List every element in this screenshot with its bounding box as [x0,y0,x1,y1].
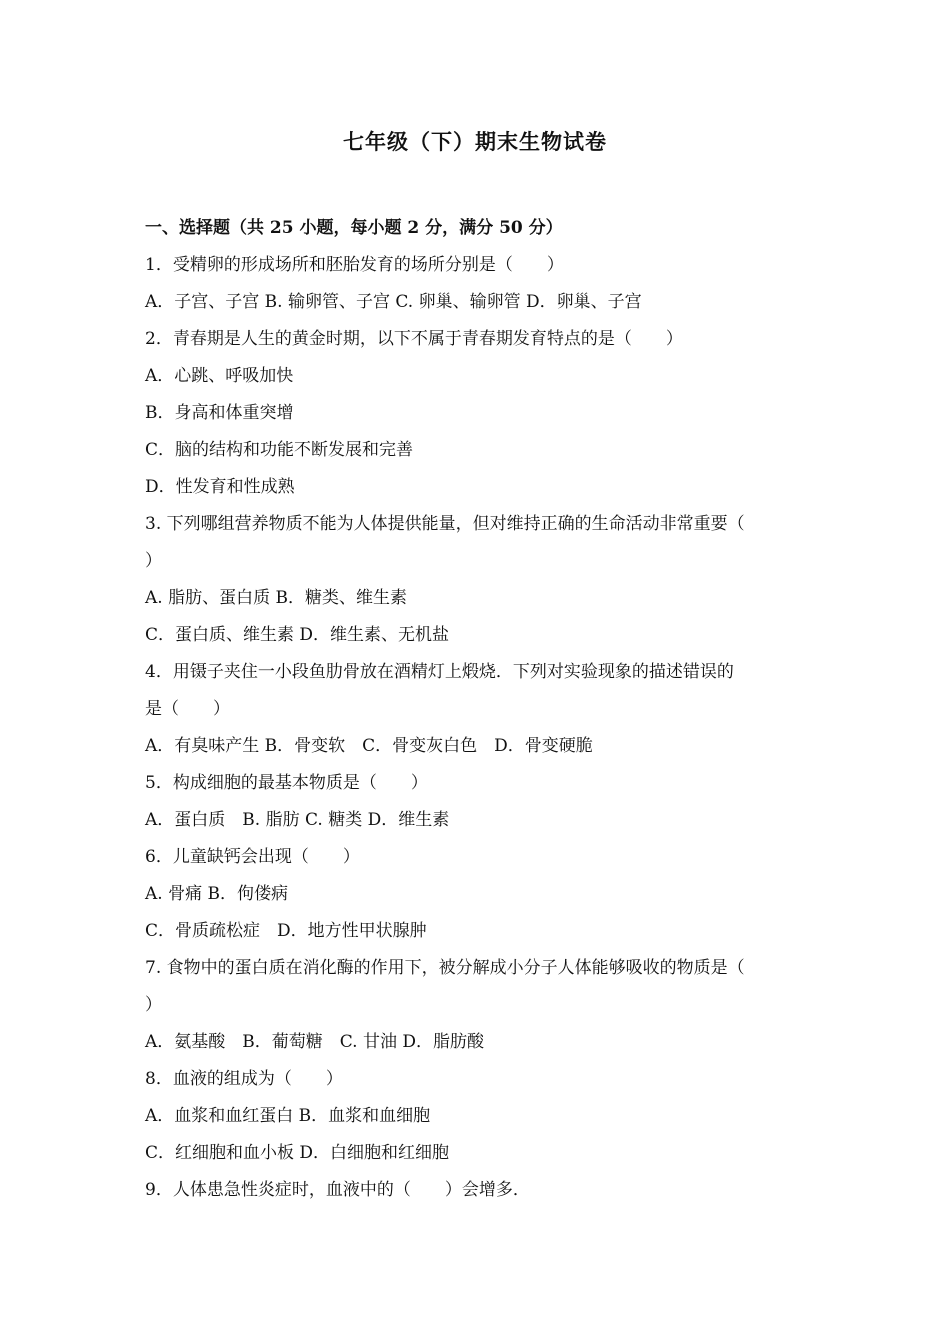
section-heading: 一、选择题（共 25 小题，每小题 2 分，满分 50 分） [145,218,563,238]
question-9: 9．人体患急性炎症时，血液中的（ ）会增多． [145,1180,530,1200]
question-8: 8．血液的组成为（ ） [145,1069,343,1089]
question-8-options-ab: A．血浆和血红蛋白 B．血浆和血细胞 [145,1106,431,1126]
question-1-options: A．子宫、子宫 B. 输卵管、子宫 C. 卵巢、输卵管 D．卵巢、子宫 [145,292,642,312]
question-5-options: A．蛋白质 B. 脂肪 C. 糖类 D．维生素 [145,810,450,830]
question-1: 1．受精卵的形成场所和胚胎发育的场所分别是（ ） [145,255,564,275]
question-2-option-d: D．性发育和性成熟 [145,477,295,497]
question-4: 4．用镊子夹住一小段鱼肋骨放在酒精灯上煅烧．下列对实验现象的描述错误的 [145,662,734,682]
question-7-continued: ） [145,995,162,1015]
question-8-options-cd: C．红细胞和血小板 D．白细胞和红细胞 [145,1143,450,1163]
question-7-options: A．氨基酸 B．葡萄糖 C. 甘油 D．脂肪酸 [145,1032,485,1052]
question-3-continued: ） [145,551,162,571]
question-2-option-c: C．脑的结构和功能不断发展和完善 [145,440,414,460]
question-5: 5．构成细胞的最基本物质是（ ） [145,773,428,793]
question-3-options-ab: A. 脂肪、蛋白质 B．糖类、维生素 [145,588,407,608]
question-2-option-a: A．心跳、呼吸加快 [145,366,294,386]
question-6-options-cd: C．骨质疏松症 D．地方性甲状腺肿 [145,921,427,941]
page-title: 七年级（下）期末生物试卷 [343,129,607,154]
question-4-continued: 是（ ） [145,699,230,719]
question-2-option-b: B．身高和体重突增 [145,403,294,423]
question-3: 3. 下列哪组营养物质不能为人体提供能量，但对维持正确的生命活动非常重要（ [145,514,745,534]
question-7: 7. 食物中的蛋白质在消化酶的作用下，被分解成小分子人体能够吸收的物质是（ [145,958,745,978]
question-6: 6．儿童缺钙会出现（ ） [145,847,360,867]
question-3-options-cd: C．蛋白质、维生素 D．维生素、无机盐 [145,625,450,645]
exam-content [145,210,813,1209]
question-2: 2．青春期是人生的黄金时期，以下不属于青春期发育特点的是（ ） [145,329,683,349]
question-4-options: A．有臭味产生 B．骨变软 C．骨变灰白色 D．骨变硬脆 [145,736,593,756]
question-6-options-ab: A. 骨痛 B．佝偻病 [145,884,288,904]
